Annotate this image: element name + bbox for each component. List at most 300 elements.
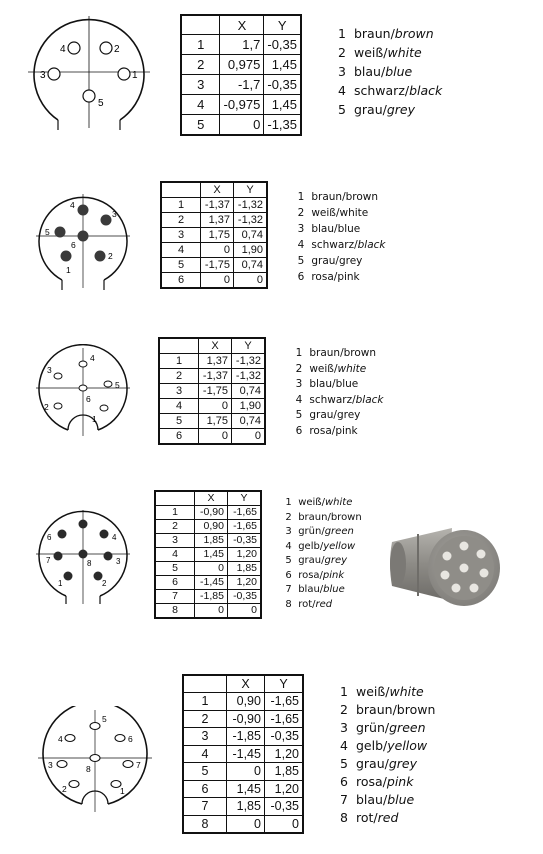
legend-text: grey: [336, 409, 361, 421]
table-cell: -1,32: [231, 354, 265, 369]
table-cell: Y: [264, 15, 301, 35]
legend-text: rosa: [309, 424, 332, 437]
table-row: [181, 95, 301, 115]
legend-text: grey: [388, 756, 418, 771]
table-cell: 1,37: [201, 213, 234, 228]
color-legend-3: [292, 348, 384, 441]
legend-item: 7 blau/blue: [336, 794, 435, 812]
table-cell: Y: [233, 182, 267, 198]
pin-table-3: [158, 337, 266, 445]
legend-text: braun: [353, 26, 391, 41]
legend-item: 4 schwarz/black: [294, 240, 386, 256]
legend-text: blue: [323, 584, 345, 595]
table-cell: 0: [201, 243, 234, 258]
legend-text: green: [324, 526, 354, 537]
table-cell: 0,74: [231, 384, 265, 399]
legend-text: 1: [340, 684, 348, 699]
legend-text: 2: [295, 362, 303, 375]
table-cell: 2: [159, 369, 199, 384]
legend-item: 1 braun/brown: [292, 348, 384, 364]
table-cell: Y: [264, 675, 303, 693]
pin-label: 3: [47, 365, 52, 375]
table-row: [181, 35, 301, 55]
legend-item: 5 grau/grey: [336, 758, 435, 776]
legend-item: 2 weiß/white: [294, 208, 386, 224]
legend-text: weiß: [298, 497, 322, 508]
table-row: [183, 710, 303, 728]
table-cell: -1,32: [231, 369, 265, 384]
legend-item: 5 grau/grey: [292, 410, 384, 426]
legend-text: blau: [309, 378, 333, 390]
legend-text: black: [355, 393, 384, 406]
legend-text: grey: [386, 102, 416, 117]
legend-text: gelb: [298, 540, 320, 552]
legend-text: 4: [297, 239, 305, 251]
table-cell: 1,85: [264, 763, 303, 781]
table-cell: -1,35: [264, 115, 301, 136]
legend-text: black: [357, 239, 386, 251]
table-cell: 5: [159, 414, 199, 429]
legend-item: 8 rot/red: [282, 600, 362, 615]
table-cell: 3: [155, 534, 195, 548]
table-cell: 6: [161, 273, 201, 289]
table-cell: -1,37: [199, 369, 232, 384]
pin-label: 2: [44, 402, 49, 412]
table-row: [155, 562, 261, 576]
table-cell: 1,45: [227, 780, 265, 798]
table-row: [161, 258, 267, 273]
legend-item: 4 gelb/yellow: [336, 740, 435, 758]
table-cell: -0,90: [195, 506, 228, 520]
table-cell: 3: [159, 384, 199, 399]
legend-text: pink: [335, 424, 358, 437]
legend-text: braun: [355, 702, 393, 717]
legend-item: 3 grün/green: [282, 527, 362, 542]
table-row: [183, 745, 303, 763]
table-row: [181, 75, 301, 95]
legend-item: 1 weiß/white: [282, 498, 362, 513]
pin-label: 3: [40, 70, 46, 81]
table-cell: 0: [227, 604, 261, 619]
table-cell: -1,37: [201, 198, 234, 213]
legend-text: grau: [355, 756, 385, 771]
table-cell: 0: [195, 604, 228, 619]
legend-item: 1 weiß/white: [336, 686, 435, 704]
legend-text: braun: [298, 511, 328, 523]
table-row: [161, 228, 267, 243]
legend-text: brown: [345, 191, 379, 203]
table-cell: -0,90: [227, 710, 265, 728]
table-cell: -1,45: [195, 576, 228, 590]
table-cell: -1,45: [227, 745, 265, 763]
table-cell: 1: [159, 354, 199, 369]
legend-text: 7: [285, 584, 292, 595]
table-cell: 0: [227, 763, 265, 781]
legend-text: 3: [340, 720, 348, 735]
legend-text: blue: [335, 378, 359, 390]
table-cell: 1,85: [195, 534, 228, 548]
legend-text: grey: [324, 555, 348, 566]
table-cell: 0,90: [195, 520, 228, 534]
table-cell: 1,7: [220, 35, 264, 55]
table-cell: 1: [155, 506, 195, 520]
legend-item: 3 blau/blue: [334, 66, 442, 85]
legend-text: grün: [355, 720, 385, 735]
legend-text: 2: [338, 45, 346, 60]
table-cell: 7: [183, 798, 227, 816]
legend-text: blue: [385, 64, 413, 79]
table-row: [155, 534, 261, 548]
legend-text: blau: [298, 584, 320, 595]
legend-text: 4: [340, 738, 348, 753]
table-cell: [181, 15, 220, 35]
pin-label: 7: [136, 760, 141, 770]
table-cell: 1,45: [264, 95, 301, 115]
table-cell: -0,975: [220, 95, 264, 115]
legend-text: 6: [295, 424, 303, 437]
legend-text: rot: [298, 598, 313, 610]
table-cell: 1,85: [227, 798, 265, 816]
legend-item: 7 blau/blue: [282, 585, 362, 600]
table-cell: -1,32: [233, 213, 267, 228]
pin-label: 8: [86, 764, 91, 774]
legend-text: 6: [340, 774, 348, 789]
table-cell: -1,65: [264, 693, 303, 711]
table-cell: 3: [183, 728, 227, 746]
legend-text: brown: [396, 702, 436, 717]
legend-item: 2 braun/brown: [282, 513, 362, 528]
table-cell: 0,90: [227, 693, 265, 711]
legend-text: braun: [309, 347, 341, 359]
legend-text: 1: [338, 26, 346, 41]
pin-label: 5: [98, 98, 104, 109]
table-cell: 1,90: [233, 243, 267, 258]
legend-text: schwarz: [353, 83, 405, 98]
pin-label: 3: [116, 557, 121, 566]
pin-label: 1: [132, 70, 138, 81]
legend-text: red: [315, 598, 333, 610]
legend-text: braun: [311, 191, 343, 203]
legend-item: 5 grau/grey: [282, 556, 362, 571]
legend-text: weiß: [311, 207, 336, 219]
table-cell: 1,75: [199, 414, 232, 429]
legend-text: 3: [297, 223, 305, 235]
table-cell: 8: [155, 604, 195, 619]
table-cell: X: [201, 182, 234, 198]
color-legend-4: [282, 498, 362, 614]
table-cell: Y: [227, 491, 261, 506]
legend-text: schwarz: [309, 393, 353, 406]
legend-text: blue: [387, 792, 415, 807]
table-cell: -1,75: [199, 384, 232, 399]
table-row: [155, 506, 261, 520]
table-cell: 3: [181, 75, 220, 95]
table-cell: -0,35: [264, 798, 303, 816]
table-cell: 3: [161, 228, 201, 243]
table-cell: 5: [155, 562, 195, 576]
table-row: [161, 198, 267, 213]
legend-text: blau: [355, 792, 383, 807]
table-cell: 1: [183, 693, 227, 711]
table-cell: 1,45: [195, 548, 228, 562]
table-cell: 4: [159, 399, 199, 414]
table-row: [155, 520, 261, 534]
table-row: [159, 414, 265, 429]
legend-item: 6 rosa/pink: [292, 426, 384, 442]
table-cell: 4: [183, 745, 227, 763]
table-row: [183, 780, 303, 798]
pin-label: 5: [102, 714, 107, 724]
table-cell: 0: [231, 429, 265, 445]
legend-text: 7: [340, 792, 348, 807]
legend-item: 2 weiß/white: [292, 364, 384, 380]
table-cell: X: [199, 338, 232, 354]
legend-text: 3: [295, 378, 303, 390]
pin-label: 3: [48, 760, 53, 770]
table-cell: 1: [181, 35, 220, 55]
table-cell: 0: [233, 273, 267, 289]
legend-text: black: [409, 83, 443, 98]
legend-text: weiß: [309, 362, 334, 375]
pin-label: 6: [86, 394, 91, 404]
table-cell: 2: [155, 520, 195, 534]
table-cell: 1,75: [201, 228, 234, 243]
table-row: [159, 429, 265, 445]
legend-text: 5: [338, 102, 346, 117]
table-cell: -1,65: [227, 506, 261, 520]
legend-text: white: [337, 362, 367, 375]
table-cell: X: [220, 15, 264, 35]
table-cell: 0: [264, 815, 303, 833]
pin-table-4: [154, 490, 262, 619]
legend-text: grau: [298, 555, 322, 566]
pin-label: 5: [115, 380, 120, 390]
table-cell: -1,85: [227, 728, 265, 746]
table-cell: 0: [220, 115, 264, 136]
table-cell: -0,35: [227, 534, 261, 548]
table-cell: 1,37: [199, 354, 232, 369]
legend-text: grau: [353, 102, 383, 117]
legend-text: pink: [386, 774, 414, 789]
table-cell: X: [227, 675, 265, 693]
table-cell: -1,65: [227, 520, 261, 534]
table-cell: 2: [181, 55, 220, 75]
table-cell: 0: [227, 815, 265, 833]
table-cell: [159, 338, 199, 354]
table-cell: -0,35: [264, 728, 303, 746]
pin-label: 4: [58, 734, 63, 744]
legend-text: yellow: [387, 738, 428, 753]
legend-text: grau: [311, 255, 336, 267]
table-cell: -1,32: [233, 198, 267, 213]
legend-item: 8 rot/red: [336, 812, 435, 830]
legend-item: 3 grün/green: [336, 722, 435, 740]
table-cell: 5: [181, 115, 220, 136]
table-cell: 7: [155, 590, 195, 604]
table-cell: [161, 182, 201, 198]
legend-item: 5 grau/grey: [334, 104, 442, 123]
pin-label: 1: [58, 579, 63, 588]
table-cell: 6: [183, 780, 227, 798]
pin-label: 4: [70, 200, 75, 210]
legend-text: yellow: [323, 540, 356, 552]
pin-label: 4: [90, 353, 95, 363]
pin-label: 2: [62, 784, 67, 794]
table-cell: 0: [201, 273, 234, 289]
table-cell: 4: [155, 548, 195, 562]
legend-item: 2 weiß/white: [334, 47, 442, 66]
legend-text: pink: [337, 271, 360, 283]
pin-label: 6: [128, 734, 133, 744]
table-row: [155, 576, 261, 590]
table-row: [183, 728, 303, 746]
table-cell: [155, 491, 195, 506]
pin-label: 1: [66, 265, 71, 275]
table-cell: -0,35: [227, 590, 261, 604]
pin-label: 2: [114, 44, 120, 55]
legend-text: weiß: [353, 45, 384, 60]
table-cell: 0,74: [233, 228, 267, 243]
pin-diagram-3: [28, 344, 138, 444]
table-cell: 4: [181, 95, 220, 115]
legend-text: blau: [311, 223, 335, 235]
legend-text: 2: [285, 511, 292, 523]
legend-item: 6 rosa/pink: [336, 776, 435, 794]
legend-text: white: [389, 684, 424, 699]
legend-text: grau: [309, 409, 334, 421]
table-cell: 0: [199, 399, 232, 414]
table-cell: 1,90: [231, 399, 265, 414]
legend-text: 5: [297, 255, 305, 267]
legend-text: 3: [285, 526, 292, 537]
table-row: [159, 369, 265, 384]
table-row: [155, 548, 261, 562]
legend-text: white: [387, 45, 422, 60]
table-cell: 5: [183, 763, 227, 781]
legend-text: 1: [285, 497, 292, 508]
legend-item: 1 braun/brown: [334, 28, 442, 47]
table-cell: 5: [161, 258, 201, 273]
legend-text: 8: [285, 598, 292, 610]
pin-diagram-4: [28, 506, 138, 606]
table-cell: -1,85: [195, 590, 228, 604]
legend-text: 1: [297, 191, 305, 203]
legend-item: 1 braun/brown: [294, 192, 386, 208]
table-cell: -1,65: [264, 710, 303, 728]
pin-diagram-1: [20, 12, 160, 130]
legend-text: red: [377, 810, 399, 825]
legend-item: 3 blau/blue: [292, 379, 384, 395]
table-cell: X: [195, 491, 228, 506]
legend-item: 5 grau/grey: [294, 256, 386, 272]
legend-text: rosa: [355, 774, 383, 789]
table-row: [183, 763, 303, 781]
table-cell: 2: [161, 213, 201, 228]
table-cell: 0,975: [220, 55, 264, 75]
table-cell: 1,20: [264, 780, 303, 798]
legend-item: 6 rosa/pink: [282, 571, 362, 586]
table-row: [183, 798, 303, 816]
pin-label: 1: [120, 786, 125, 796]
legend-text: 6: [285, 569, 292, 581]
table-cell: 1,20: [227, 576, 261, 590]
table-cell: 4: [161, 243, 201, 258]
table-row: [161, 243, 267, 258]
pin-label: 7: [46, 556, 51, 565]
table-cell: 1,20: [264, 745, 303, 763]
table-row: [181, 115, 301, 136]
legend-text: 2: [297, 207, 305, 219]
pin-diagram-5: [30, 706, 160, 816]
table-row: [161, 273, 267, 289]
legend-text: 5: [285, 555, 292, 566]
table-cell: -0,35: [264, 35, 301, 55]
table-row: [183, 815, 303, 833]
color-legend-2: [294, 192, 386, 288]
table-cell: Y: [231, 338, 265, 354]
table-row: [155, 604, 261, 619]
table-cell: 0,74: [233, 258, 267, 273]
legend-text: green: [389, 720, 426, 735]
legend-text: grey: [338, 255, 363, 267]
legend-text: 2: [340, 702, 348, 717]
legend-item: 4 schwarz/black: [334, 85, 442, 104]
legend-text: 4: [295, 393, 303, 406]
table-cell: 0,74: [231, 414, 265, 429]
legend-text: white: [339, 207, 369, 219]
table-cell: [183, 675, 227, 693]
legend-text: gelb: [355, 738, 384, 753]
legend-text: 5: [340, 756, 348, 771]
pin-label: 6: [47, 533, 52, 542]
legend-text: schwarz: [311, 239, 355, 251]
pin-label: 5: [45, 227, 50, 237]
legend-item: 2 braun/brown: [336, 704, 435, 722]
pin-diagram-2: [28, 190, 138, 290]
table-cell: -1,7: [220, 75, 264, 95]
pin-table-5: [182, 674, 304, 834]
table-row: [159, 354, 265, 369]
legend-text: grün: [298, 526, 322, 537]
pin-label: 6: [71, 240, 76, 250]
legend-text: brown: [394, 26, 434, 41]
pin-label: 4: [60, 44, 66, 55]
table-cell: 0: [195, 562, 228, 576]
table-cell: 0: [199, 429, 232, 445]
table-row: [159, 384, 265, 399]
legend-text: 8: [340, 810, 348, 825]
table-cell: 1,20: [227, 548, 261, 562]
legend-text: brown: [330, 511, 362, 523]
legend-text: rosa: [311, 271, 334, 283]
legend-text: rot: [355, 810, 374, 825]
legend-text: pink: [322, 569, 345, 581]
legend-item: 4 gelb/yellow: [282, 542, 362, 557]
table-cell: 2: [183, 710, 227, 728]
table-cell: 1: [161, 198, 201, 213]
table-cell: -0,35: [264, 75, 301, 95]
table-cell: -1,75: [201, 258, 234, 273]
legend-text: blue: [337, 223, 361, 235]
table-cell: 1,45: [264, 55, 301, 75]
legend-text: 3: [338, 64, 346, 79]
pin-label: 8: [87, 559, 92, 568]
table-row: [183, 693, 303, 711]
legend-text: 4: [338, 83, 346, 98]
legend-text: blau: [353, 64, 381, 79]
table-cell: 6: [159, 429, 199, 445]
pin-table-1: [180, 14, 302, 136]
